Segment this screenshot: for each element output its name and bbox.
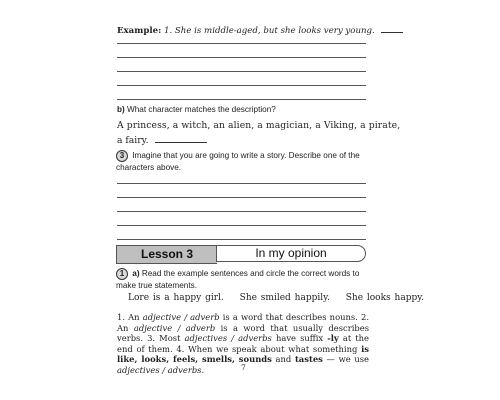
task-b-choices-line1: A princess, a witch, an alien, a magician, a Viking, a pirate, xyxy=(117,120,401,131)
page-number: 7 xyxy=(241,363,246,372)
task1-text: Read the example sentences and circle the correct words to make true statements. xyxy=(116,269,360,290)
task-b-letter: b) xyxy=(117,105,125,114)
sense-verb-tastes: tastes xyxy=(294,354,323,365)
task1-instruction xyxy=(116,268,368,291)
statement-text: have suffix xyxy=(271,333,328,344)
statement-text: at the end of them. 4. When we speak about what something xyxy=(117,333,370,354)
example-line xyxy=(117,24,403,36)
writing-line[interactable] xyxy=(117,211,366,212)
statement-text: is a word that usually describes verbs. 3. Most xyxy=(117,322,369,344)
writing-line[interactable] xyxy=(117,57,366,58)
writing-line[interactable] xyxy=(117,43,366,44)
writing-line[interactable] xyxy=(117,99,366,100)
task3-instruction xyxy=(116,150,368,173)
statement-text: is a word that describes nouns. 2. An xyxy=(117,312,369,333)
statement-text: 1. An xyxy=(117,312,143,322)
example-text: 1. She is middle-aged, but she looks very young. xyxy=(163,26,375,36)
choice-adjective-adverb[interactable]: adjective / adverb xyxy=(133,322,216,333)
task1-number-icon: 1 xyxy=(116,268,128,280)
choice-adjectives-adverbs[interactable]: adjectives / adverbs xyxy=(117,364,202,375)
statement-text: and xyxy=(271,354,295,365)
lesson-header xyxy=(116,245,366,262)
task-b-choices-end: a fairy. xyxy=(117,135,149,146)
sense-verbs: is like, looks, feels, smells, sounds xyxy=(117,343,369,365)
choice-adjectives-adverbs[interactable]: adjectives / adverbs xyxy=(184,333,272,344)
example-blank[interactable] xyxy=(381,24,403,33)
writing-line[interactable] xyxy=(117,71,366,72)
writing-line[interactable] xyxy=(117,239,366,240)
suffix-ly: -ly xyxy=(327,333,339,344)
lesson-number: Lesson 3 xyxy=(116,245,217,264)
choice-adjective-adverb[interactable]: adjective / adverb xyxy=(142,312,220,322)
task1-letter: a) xyxy=(132,269,140,279)
task3-text: Imagine that you are going to write a story. Describe one of the characters above. xyxy=(116,151,360,172)
lesson-title: In my opinion xyxy=(216,245,366,262)
statement-text: — we use xyxy=(322,354,369,365)
task-b-question xyxy=(117,105,276,114)
writing-line[interactable] xyxy=(117,85,366,86)
writing-line[interactable] xyxy=(117,225,366,226)
writing-line[interactable] xyxy=(117,197,366,198)
example-sentence: She looks happy. xyxy=(345,293,424,303)
example-label: Example: xyxy=(117,26,162,36)
writing-line[interactable] xyxy=(117,183,366,184)
task-b-text: What character matches the description? xyxy=(127,105,276,114)
task3-number-icon: 3 xyxy=(116,150,128,162)
statement-text: . xyxy=(201,364,205,375)
example-sentence: Lore is a happy girl. xyxy=(128,293,224,303)
example-sentences xyxy=(128,293,436,303)
task-b-choices-line2 xyxy=(117,134,207,146)
example-sentence: She smiled happily. xyxy=(239,293,330,303)
task-b-answer-blank[interactable] xyxy=(155,134,207,143)
